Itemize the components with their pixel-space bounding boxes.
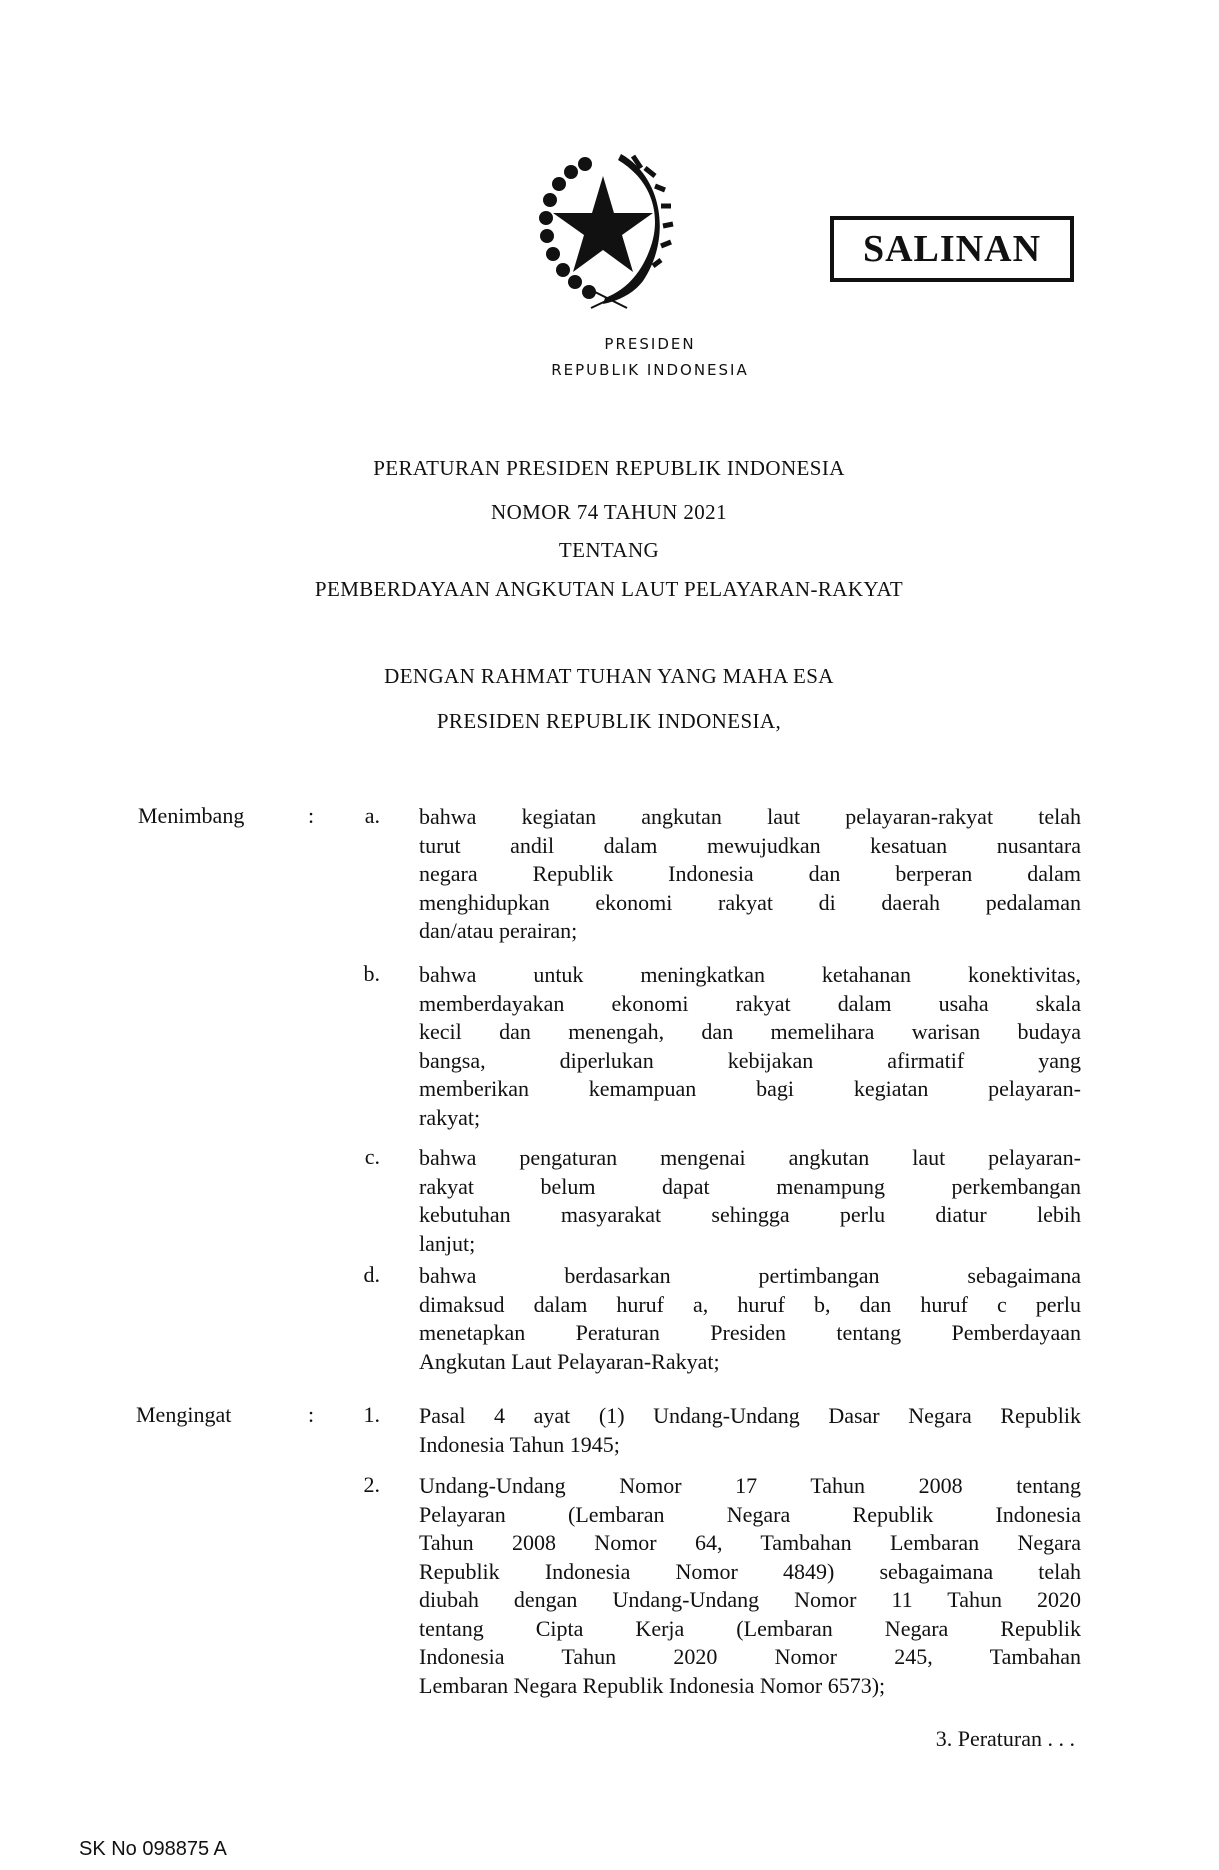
list-item xyxy=(419,1144,1081,1258)
item-marker: 1. xyxy=(363,1402,380,1427)
item-text-line: Tahun 2008 Nomor 64, Tambahan Lembaran Negara xyxy=(419,1530,1081,1555)
item-text-line: Undang-Undang Nomor 17 Tahun 2008 tentang xyxy=(419,1473,1081,1498)
item-text-line: bahwa pengaturan mengenai angkutan laut pelayaran- xyxy=(419,1145,1081,1170)
item-text-line: kebutuhan masyarakat sehingga perlu diatur lebih xyxy=(419,1202,1081,1227)
institution-line2: REPUBLIK INDONESIA xyxy=(551,361,749,379)
item-text-line: kecil dan menengah, dan memelihara warisan budaya xyxy=(419,1019,1081,1044)
item-text-line: rakyat belum dapat menampung perkembangan xyxy=(419,1173,1081,1199)
regulation-subject: PEMBERDAYAAN ANGKUTAN LAUT PELAYARAN-RAKYAT xyxy=(314,577,904,601)
presidential-seal-icon xyxy=(533,146,683,316)
catchword: 3. Peraturan . . . xyxy=(935,1726,1075,1751)
item-text-line: Indonesia Tahun 2020 Nomor 245, Tambahan xyxy=(419,1644,1081,1669)
item-marker: 2. xyxy=(363,1472,380,1497)
institution-line1: PRESIDEN xyxy=(604,335,696,353)
item-text-line: negara Republik Indonesia dan berperan dalam xyxy=(419,861,1081,886)
item-marker: c. xyxy=(364,1144,380,1169)
regulation-number: NOMOR 74 TAHUN 2021 xyxy=(491,500,727,524)
item-text-line: tentang Cipta Kerja (Lembaran Negara Republik xyxy=(419,1615,1081,1641)
regulation-title: PERATURAN PRESIDEN REPUBLIK INDONESIA xyxy=(373,456,845,480)
item-text-line: bangsa, diperlukan kebijakan afirmatif yang xyxy=(419,1047,1081,1073)
item-text-line: bahwa kegiatan angkutan laut pelayaran-rakyat telah xyxy=(419,804,1081,829)
item-text-line: diubah dengan Undang-Undang Nomor 11 Tahun 2020 xyxy=(419,1587,1081,1612)
item-text-line: lanjut; xyxy=(419,1230,476,1256)
salinan-stamp: SALINAN xyxy=(830,216,1074,282)
mengingat-colon: : xyxy=(308,1402,315,1427)
list-item xyxy=(419,1262,1081,1376)
item-text-line: rakyat; xyxy=(419,1104,481,1130)
issuer: PRESIDEN REPUBLIK INDONESIA, xyxy=(436,709,782,733)
preamble: DENGAN RAHMAT TUHAN YANG MAHA ESA xyxy=(384,664,834,688)
item-text-line: Republik Indonesia Nomor 4849) sebagaimana telah xyxy=(419,1558,1081,1584)
item-marker: a. xyxy=(364,803,380,828)
list-item xyxy=(419,1402,1081,1459)
item-text-line: Angkutan Laut Pelayaran-Rakyat; xyxy=(419,1348,720,1374)
item-text-line: dan/atau perairan; xyxy=(419,918,578,943)
item-text-line: bahwa berdasarkan pertimbangan sebagaimana xyxy=(419,1263,1081,1288)
item-text-line: Pelayaran (Lembaran Negara Republik Indonesia xyxy=(419,1501,1081,1527)
list-item xyxy=(419,1472,1081,1700)
item-text-line: menghidupkan ekonomi rakyat di daerah pedalaman xyxy=(419,889,1081,915)
item-text-line: memberdayakan ekonomi rakyat dalam usaha skala xyxy=(419,990,1081,1016)
menimbang-colon: : xyxy=(308,803,315,828)
item-marker: d. xyxy=(363,1262,380,1287)
menimbang-label: Menimbang xyxy=(138,803,245,828)
serial-number: SK No 098875 A xyxy=(79,1838,227,1860)
item-text-line: Indonesia Tahun 1945; xyxy=(419,1431,620,1457)
item-text-line: Pasal 4 ayat (1) Undang-Undang Dasar Negara Republik xyxy=(419,1403,1081,1428)
item-text-line: dimaksud dalam huruf a, huruf b, dan huruf c perlu xyxy=(419,1291,1081,1317)
item-text-line: turut andil dalam mewujudkan kesatuan nusantara xyxy=(419,832,1081,858)
item-text-line: Lembaran Negara Republik Indonesia Nomor 6573); xyxy=(419,1672,886,1698)
regulation-about: TENTANG xyxy=(558,538,660,562)
list-item xyxy=(419,803,1081,946)
item-text-line: menetapkan Peraturan Presiden tentang Pemberdayaan xyxy=(419,1320,1081,1345)
list-item xyxy=(419,961,1081,1132)
item-text-line: bahwa untuk meningkatkan ketahanan konektivitas, xyxy=(419,962,1081,987)
item-text-line: memberikan kemampuan bagi kegiatan pelayaran- xyxy=(419,1076,1081,1101)
item-marker: b. xyxy=(363,961,380,986)
mengingat-label: Mengingat xyxy=(136,1402,232,1427)
